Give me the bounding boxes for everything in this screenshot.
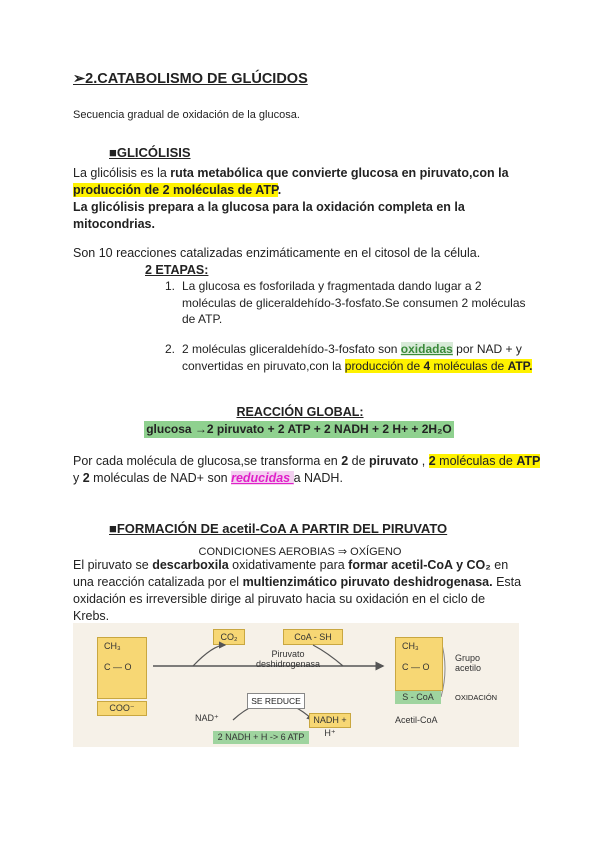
reaccion-global-equation: glucosa →2 piruvato + 2 ATP + 2 NADH + 2 H+ + 2H₂O bbox=[144, 421, 454, 438]
reaction-arrows bbox=[73, 623, 519, 747]
acetil-heading: ■FORMACIÓN DE acetil-CoA A PARTIR DEL PIRUVATO bbox=[109, 521, 448, 536]
coo-box: COO⁻ bbox=[97, 701, 147, 716]
co2-box: CO₂ bbox=[213, 629, 245, 645]
etapas-label: 2 ETAPAS: bbox=[145, 263, 209, 277]
atp-note: 2 NADH + H -> 6 ATP bbox=[213, 731, 309, 744]
acetil-coa-label: Acetil-CoA bbox=[395, 715, 438, 725]
pyruvate-molecule: CH₃ C — O bbox=[97, 637, 147, 699]
list-item-step-1: 1. La glucosa es fosforilada y fragmentada dando lugar a 2 moléculas de gliceraldehído-3-fosfato.Se consumen 2 moléculas de ATP. bbox=[165, 279, 526, 326]
glicolisis-heading: ■GLICÓLISIS bbox=[109, 145, 191, 160]
acetil-paragraph: El piruvato se descarboxila oxidativamente para formar acetil-CoA y CO₂ en una reacción catalizada por el multienzimático piruvato deshidrogenasa. Esta oxidación es irreversible dirige al piruvato hacia su oxidación en el ciclo de Krebs. bbox=[73, 558, 522, 623]
coa-sh-box: CoA - SH bbox=[283, 629, 343, 645]
section-title: ➢2.CATABOLISMO DE GLÚCIDOS bbox=[73, 71, 308, 87]
list-item-step-2: 2. 2 moléculas gliceraldehído-3-fosfato son oxidadas por NAD + y convertidas en piruvato,con la producción de 4 moléculas de ATP. bbox=[165, 342, 533, 373]
intro-text: Secuencia gradual de oxidación de la glucosa. bbox=[73, 109, 300, 121]
s-coa-box: S - CoA bbox=[395, 691, 441, 704]
grupo-acetilo-label: Grupo acetilo bbox=[455, 653, 482, 673]
nad-label: NAD⁺ bbox=[195, 713, 219, 723]
acetyl-coa-molecule: CH₃ C — O bbox=[395, 637, 443, 691]
nadh-box: NADH + H⁺ bbox=[309, 713, 351, 728]
conditions-text: CONDICIONES AEROBIAS ⇒ OXÍGENO bbox=[198, 546, 402, 558]
se-reduce-label: SE REDUCE bbox=[247, 693, 305, 709]
reaccion-global-title: REACCIÓN GLOBAL: bbox=[236, 405, 364, 419]
pyruvate-dehydrogenase-diagram bbox=[73, 623, 519, 747]
oxidacion-label: OXIDACIÓN bbox=[455, 693, 498, 702]
glicolisis-paragraph-1: La glicólisis es la ruta metabólica que convierte glucosa en piruvato,con la producción de 2 moléculas de ATP. La glicólisis prepara a la glucosa para la oxidación completa en la mitocondrias. bbox=[73, 166, 509, 231]
enzyme-label: Piruvato deshidrogenasa bbox=[255, 649, 321, 669]
glicolisis-paragraph-3: Por cada molécula de glucosa,se transforma en 2 de piruvato , 2 moléculas de ATP y 2 moléculas de NAD+ son reducidas a NADH. bbox=[73, 454, 541, 485]
glicolisis-paragraph-2: Son 10 reacciones catalizadas enzimáticamente en el citosol de la célula. bbox=[73, 246, 481, 260]
